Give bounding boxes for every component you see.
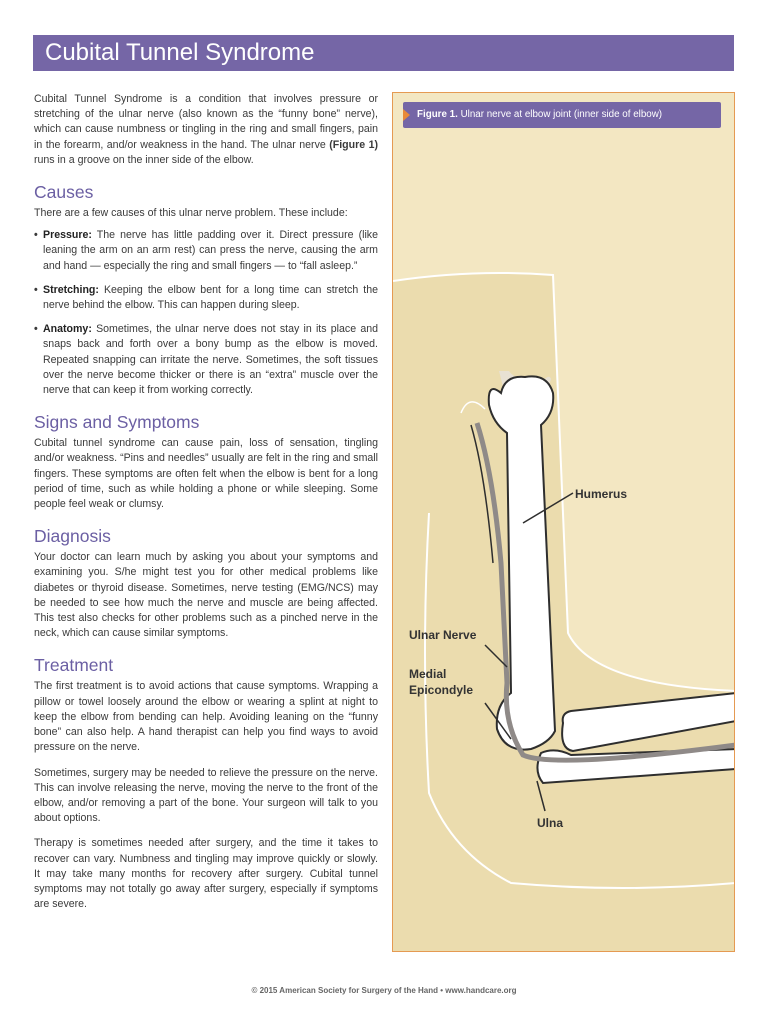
cause-item (34, 283, 378, 313)
label-epicondyle: Epicondyle (409, 683, 474, 697)
figure-panel (392, 92, 735, 952)
cause-item (34, 228, 378, 274)
bullet-icon: • (34, 283, 38, 296)
bullet-icon: • (34, 323, 38, 336)
cause-text: The nerve has little padding over it. Direct pressure (like leaning the arm on an arm rest) can press the nerve, causing the arm and hand — especially the ring and small fingers — to “fall asleep.” (43, 229, 378, 272)
elbow-anatomy-illustration (393, 93, 735, 952)
footer-copyright: © 2015 American Society for Surgery of the Hand • www.handcare.org (251, 986, 517, 995)
cause-term: Stretching: (43, 283, 99, 296)
treatment-heading: Treatment (34, 655, 114, 676)
cause-term: Pressure: (43, 229, 92, 242)
intro-text: Cubital Tunnel Syndrome is a condition that involves pressure or stretching of the ulnar nerve (also known as the “funny bone” nerve), which can cause numbness or tingling in the ring and small fingers, pain in the forearm, and/or weakness in the hand. The ulnar nerve (34, 93, 378, 151)
treatment-paragraph: The first treatment is to avoid actions that cause symptoms. Wrapping a pillow or towel loosely around the elbow or wearing a splint at night to keep the elbow from bending can help. Avoiding leaning on the “funny bone” can also help. A hand therapist can help you find ways to avoid pressure on the nerve. (34, 680, 378, 754)
treatment-paragraph: Sometimes, surgery may be needed to relieve the pressure on the nerve. This can involve releasing the nerve, moving the nerve to the front of the elbow, and/or removing a part of the bone. Your surgeon will talk to you about options. (34, 766, 378, 825)
figure-caption (403, 102, 721, 128)
causes-heading: Causes (34, 182, 94, 203)
diagnosis-heading: Diagnosis (34, 526, 111, 547)
figure-caption-text: Ulnar nerve at elbow joint (inner side of elbow) (457, 109, 663, 120)
cause-item (34, 322, 378, 398)
causes-lead: There are a few causes of this ulnar nerve problem. These include: (34, 207, 348, 220)
treatment-paragraph: Therapy is sometimes needed after surgery, and the time it takes to recover can vary. Numbness and tingling may improve quickly or slowly. It may take many months for recovery after surgery. Cubital tunnel symptoms may not totally go away after surgery, especially if symptoms are severe. (34, 837, 378, 911)
intro-paragraph (34, 92, 378, 168)
cause-term: Anatomy: (43, 323, 92, 336)
article-body (34, 92, 378, 922)
figure-reference: (Figure 1) (329, 138, 378, 151)
label-humerus: Humerus (575, 487, 628, 501)
page-title: Cubital Tunnel Syndrome (33, 35, 734, 71)
label-ulnar-nerve: Ulnar Nerve (409, 628, 477, 642)
caption-arrow-icon (403, 109, 410, 121)
cause-text: Keeping the elbow bent for a long time can stretch the nerve behind the elbow. This can happen during sleep. (43, 283, 378, 312)
diagnosis-paragraph: Your doctor can learn much by asking you about your symptoms and examining you. S/he might test you for other medical problems like diabetes or thyroid disease. Sometimes, nerve testing (EMG/NCS) may be needed to see how much the nerve and muscle are being affected. This test also checks for other problems such as a pinched nerve in the neck, which can cause similar symptoms. (34, 551, 378, 640)
label-ulna: Ulna (537, 816, 564, 830)
intro-text-end: runs in a groove on the inner side of the elbow. (34, 153, 254, 166)
cause-text: Sometimes, the ulnar nerve does not stay in its place and snaps back and forth over a bony bump as the elbow is moved. Repeated snapping can irritate the nerve. Sometimes, the soft tissues over the nerve become thicker or there is an “extra” muscle over the nerve that can keep it from working correctly. (43, 323, 378, 397)
bullet-icon: • (34, 229, 38, 242)
signs-paragraph: Cubital tunnel syndrome can cause pain, loss of sensation, tingling and/or weakness. “Pins and needles” usually are felt in the ring and small fingers. These symptoms are often felt when the elbow is bent for a long period of time, such as while holding a phone or while sleeping. Some people feel weak or clumsy. (34, 437, 378, 511)
label-medial: Medial (409, 667, 447, 681)
causes-list (34, 228, 378, 398)
figure-caption-label: Figure 1. (417, 109, 458, 120)
signs-heading: Signs and Symptoms (34, 412, 200, 433)
